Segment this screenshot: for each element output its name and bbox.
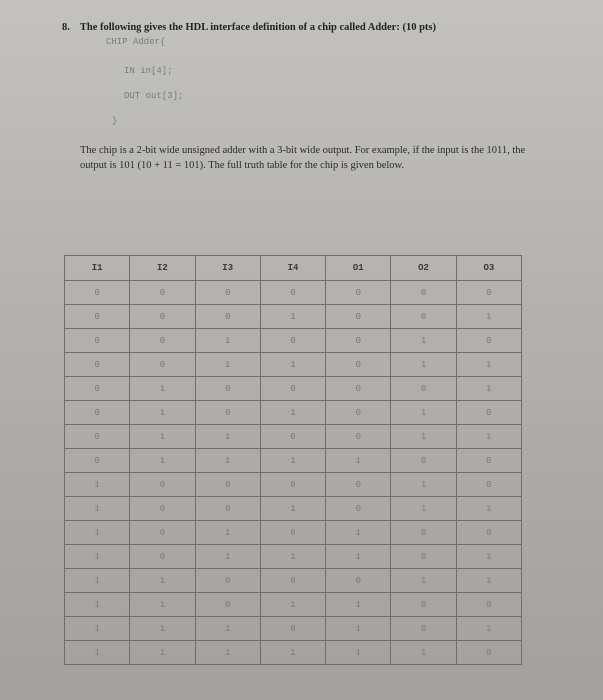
table-cell: 0 <box>391 545 456 569</box>
table-cell: 1 <box>391 353 456 377</box>
table-cell: 0 <box>65 425 130 449</box>
table-cell: 0 <box>456 641 521 665</box>
column-header-i3: I3 <box>195 256 260 281</box>
table-cell: 0 <box>326 353 391 377</box>
table-cell: 0 <box>65 401 130 425</box>
table-cell: 1 <box>130 593 195 617</box>
column-header-i1: I1 <box>65 256 130 281</box>
table-cell: 1 <box>130 425 195 449</box>
table-cell: 0 <box>391 377 456 401</box>
table-cell: 1 <box>65 593 130 617</box>
table-cell: 1 <box>456 569 521 593</box>
table-row <box>65 305 522 329</box>
table-cell: 0 <box>195 569 260 593</box>
table-cell: 0 <box>130 329 195 353</box>
table-cell: 0 <box>260 617 325 641</box>
table-cell: 1 <box>195 617 260 641</box>
table-cell: 0 <box>195 593 260 617</box>
truth-table-header-row <box>65 256 522 281</box>
code-line-chip: CHIP Adder{ <box>106 37 166 47</box>
table-cell: 0 <box>326 569 391 593</box>
table-cell: 0 <box>391 521 456 545</box>
table-cell: 1 <box>195 449 260 473</box>
table-cell: 0 <box>391 593 456 617</box>
table-cell: 0 <box>391 617 456 641</box>
table-cell: 0 <box>260 377 325 401</box>
table-cell: 1 <box>130 449 195 473</box>
table-cell: 0 <box>65 281 130 305</box>
table-cell: 0 <box>260 473 325 497</box>
table-row <box>65 641 522 665</box>
table-cell: 1 <box>326 449 391 473</box>
table-cell: 0 <box>130 353 195 377</box>
table-row <box>65 569 522 593</box>
table-cell: 1 <box>65 641 130 665</box>
table-cell: 1 <box>456 305 521 329</box>
table-cell: 1 <box>260 401 325 425</box>
table-cell: 0 <box>195 401 260 425</box>
column-header-i2: I2 <box>130 256 195 281</box>
table-cell: 1 <box>195 329 260 353</box>
table-cell: 0 <box>326 305 391 329</box>
table-cell: 1 <box>456 353 521 377</box>
table-row <box>65 545 522 569</box>
table-cell: 0 <box>65 329 130 353</box>
column-header-i4: I4 <box>260 256 325 281</box>
table-cell: 0 <box>130 305 195 329</box>
table-cell: 1 <box>326 593 391 617</box>
table-cell: 0 <box>130 473 195 497</box>
table-cell: 0 <box>391 449 456 473</box>
column-header-o2: O2 <box>391 256 456 281</box>
table-cell: 1 <box>456 425 521 449</box>
table-cell: 1 <box>65 521 130 545</box>
description-paragraph <box>80 143 540 173</box>
table-row <box>65 497 522 521</box>
question-heading <box>62 22 436 33</box>
table-cell: 0 <box>456 449 521 473</box>
truth-table-body <box>65 281 522 665</box>
table-cell: 1 <box>65 497 130 521</box>
table-cell: 0 <box>65 353 130 377</box>
table-row <box>65 281 522 305</box>
column-header-o1: O1 <box>326 256 391 281</box>
table-cell: 1 <box>326 545 391 569</box>
table-cell: 0 <box>326 401 391 425</box>
question-text: The following gives the HDL interface definition of a chip called Adder: (10 pts) <box>79 22 436 33</box>
table-cell: 1 <box>195 353 260 377</box>
table-cell: 0 <box>456 281 521 305</box>
table-cell: 1 <box>391 401 456 425</box>
table-cell: 1 <box>391 641 456 665</box>
table-cell: 0 <box>326 473 391 497</box>
table-cell: 0 <box>195 281 260 305</box>
table-cell: 0 <box>326 425 391 449</box>
table-row <box>65 617 522 641</box>
table-cell: 1 <box>456 617 521 641</box>
table-cell: 1 <box>130 401 195 425</box>
table-cell: 1 <box>195 545 260 569</box>
table-cell: 1 <box>326 617 391 641</box>
question-number: 8. <box>62 22 70 33</box>
table-cell: 1 <box>195 641 260 665</box>
table-cell: 1 <box>195 521 260 545</box>
table-cell: 1 <box>391 329 456 353</box>
truth-table <box>64 255 522 665</box>
table-row <box>65 473 522 497</box>
table-cell: 0 <box>195 377 260 401</box>
table-cell: 1 <box>456 497 521 521</box>
table-cell: 1 <box>260 593 325 617</box>
table-cell: 1 <box>65 473 130 497</box>
table-cell: 0 <box>195 497 260 521</box>
table-row <box>65 425 522 449</box>
table-cell: 0 <box>326 497 391 521</box>
table-cell: 0 <box>260 425 325 449</box>
table-row <box>65 353 522 377</box>
table-cell: 0 <box>326 281 391 305</box>
table-cell: 0 <box>260 521 325 545</box>
table-cell: 0 <box>260 329 325 353</box>
table-cell: 1 <box>260 449 325 473</box>
table-cell: 1 <box>326 641 391 665</box>
table-cell: 0 <box>456 473 521 497</box>
description-text: The chip is a 2-bit wide unsigned adder with a 3-bit wide output. For example, if the input is the 1011, the output is 101 (10 + 11 = 101). The full truth table for the chip is given below. <box>80 145 526 171</box>
table-cell: 1 <box>130 377 195 401</box>
table-cell: 0 <box>456 593 521 617</box>
table-cell: 1 <box>260 497 325 521</box>
table-cell: 1 <box>130 569 195 593</box>
table-cell: 1 <box>260 353 325 377</box>
table-cell: 1 <box>260 545 325 569</box>
table-cell: 1 <box>456 377 521 401</box>
code-line-out: OUT out[3]; <box>124 91 184 101</box>
table-cell: 1 <box>260 305 325 329</box>
table-cell: 1 <box>260 641 325 665</box>
table-row <box>65 377 522 401</box>
table-cell: 1 <box>65 545 130 569</box>
table-cell: 1 <box>65 569 130 593</box>
table-cell: 0 <box>260 281 325 305</box>
table-cell: 1 <box>130 617 195 641</box>
table-cell: 0 <box>130 521 195 545</box>
table-cell: 1 <box>391 473 456 497</box>
table-cell: 1 <box>195 425 260 449</box>
table-cell: 1 <box>391 425 456 449</box>
table-cell: 0 <box>260 569 325 593</box>
code-line-in: IN in[4]; <box>124 66 173 76</box>
table-cell: 0 <box>65 449 130 473</box>
table-cell: 0 <box>391 281 456 305</box>
table-cell: 0 <box>130 497 195 521</box>
table-row <box>65 521 522 545</box>
table-row <box>65 329 522 353</box>
table-cell: 1 <box>326 521 391 545</box>
table-cell: 0 <box>195 305 260 329</box>
table-cell: 0 <box>130 281 195 305</box>
table-cell: 0 <box>65 377 130 401</box>
code-line-close: } <box>112 116 118 126</box>
table-cell: 0 <box>456 329 521 353</box>
table-cell: 0 <box>456 521 521 545</box>
table-cell: 0 <box>326 329 391 353</box>
table-cell: 0 <box>391 305 456 329</box>
table-cell: 0 <box>195 473 260 497</box>
table-row <box>65 593 522 617</box>
table-cell: 0 <box>65 305 130 329</box>
column-header-o3: O3 <box>456 256 521 281</box>
table-row <box>65 401 522 425</box>
table-cell: 0 <box>456 401 521 425</box>
table-cell: 0 <box>326 377 391 401</box>
table-cell: 1 <box>65 617 130 641</box>
table-cell: 1 <box>391 497 456 521</box>
table-cell: 1 <box>391 569 456 593</box>
table-cell: 1 <box>456 545 521 569</box>
table-row <box>65 449 522 473</box>
table-cell: 1 <box>130 641 195 665</box>
table-cell: 0 <box>130 545 195 569</box>
